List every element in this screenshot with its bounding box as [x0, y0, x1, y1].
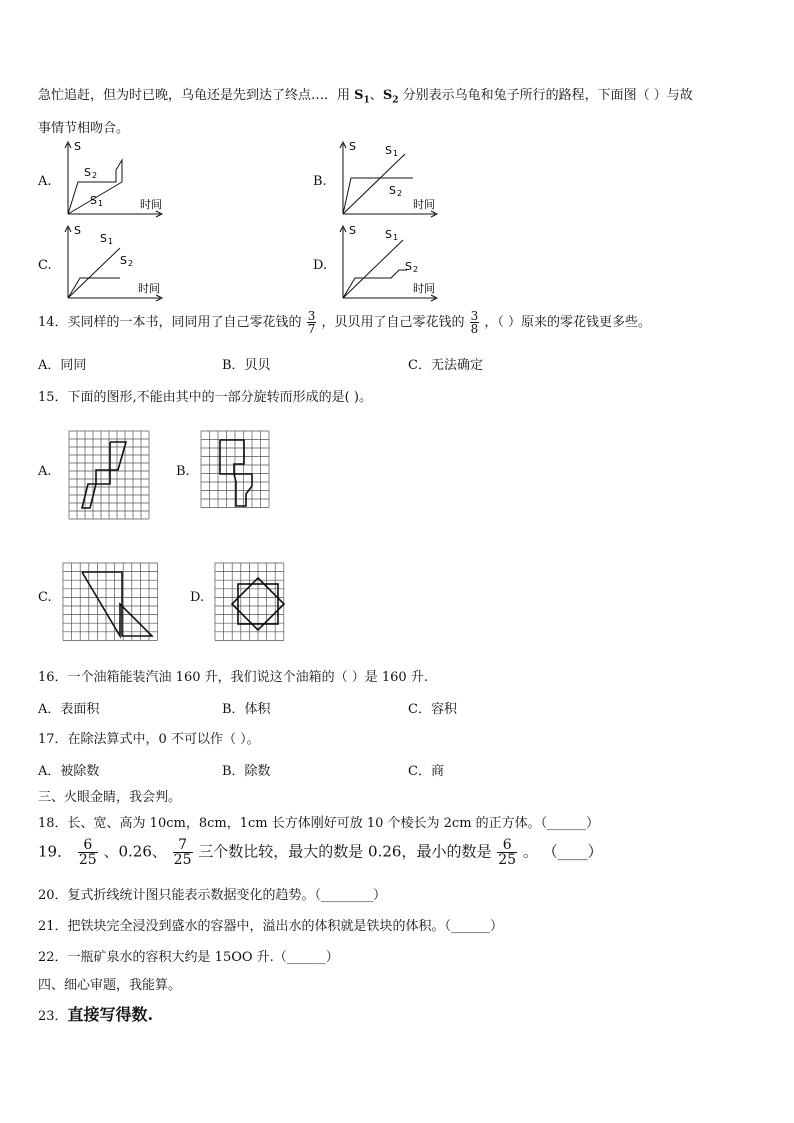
q16-option-c[interactable]: C．容积 — [408, 702, 457, 717]
axis-y-label: S — [349, 140, 356, 153]
q16-option-a[interactable]: A．表面积 — [38, 702, 100, 717]
fraction — [78, 838, 98, 867]
axis-y-label: S — [74, 224, 81, 237]
q15-option-b[interactable]: B. — [176, 464, 190, 479]
s2-label: S — [84, 166, 91, 179]
denominator: 8 — [470, 322, 479, 336]
q13-line2: 事情节相吻合。 — [38, 121, 130, 136]
graph-d — [335, 222, 445, 302]
axis-x-label: 时间 — [413, 198, 435, 211]
grid-figure-c — [62, 562, 162, 648]
numerator: 3 — [307, 309, 316, 323]
s1-sub: 1 — [363, 95, 370, 106]
s1-label: S — [385, 144, 392, 157]
denominator: 25 — [78, 852, 97, 868]
q19-stem — [38, 838, 603, 867]
s2-sub: 2 — [413, 265, 419, 274]
q22-stem: 22．一瓶矿泉水的容积大约是 15OO 升.（______） — [38, 950, 339, 965]
q13-text-pre: 急忙追赶，但为时已晚，乌龟还是先到达了终点…．用 — [38, 88, 355, 103]
axis-x-label: 时间 — [140, 198, 162, 211]
q15-option-d[interactable]: D. — [190, 590, 205, 605]
q15-option-a[interactable]: A. — [38, 464, 52, 479]
q14-option-a[interactable]: A．同同 — [38, 358, 87, 373]
q15-stem: 15．下面的图形,不能由其中的一部分旋转而形成的是( )。 — [38, 390, 372, 405]
axis-y-label: S — [349, 224, 356, 237]
q13-option-d[interactable]: D. — [313, 258, 328, 273]
s1-label: S — [100, 232, 107, 245]
q20-stem: 20．复式折线统计图只能表示数据变化的趋势。（________） — [38, 888, 387, 903]
q23-number: 23． — [38, 1009, 68, 1024]
q18-stem: 18．长、宽、高为 10cm，8cm，1cm 长方体刚好可放 10 个棱长为 2cm 的正方体。（______） — [38, 816, 600, 831]
s1-sub: 1 — [108, 237, 114, 246]
grid-figure-b — [200, 430, 270, 514]
q19-number: 19． — [38, 842, 73, 861]
section-4-heading: 四、细心审题，我能算。 — [38, 978, 182, 993]
q14-text-pre: 14．买同样的一本书，同同用了自己零花钱的 — [38, 315, 302, 330]
denominator: 7 — [307, 322, 316, 336]
q17-option-c[interactable]: C．商 — [408, 764, 444, 779]
q17-stem: 17．在除法算式中，0 不可以作（ ）。 — [38, 732, 260, 747]
s2-sub: 2 — [128, 259, 134, 268]
q15-option-c[interactable]: C. — [38, 590, 52, 605]
numerator: 7 — [178, 837, 188, 853]
section-3-heading: 三、火眼金睛，我会判。 — [38, 790, 182, 805]
q17-option-a[interactable]: A．被除数 — [38, 764, 100, 779]
s2-label: S — [389, 184, 396, 197]
numerator: 6 — [83, 837, 93, 853]
s2-symbol: S — [382, 88, 393, 103]
numerator: 3 — [470, 309, 479, 323]
numerator: 6 — [502, 837, 512, 853]
s2-sub: 2 — [397, 189, 403, 198]
grid-figure-d — [214, 562, 292, 648]
sep: 、 — [369, 88, 383, 103]
q19-text-mid1: 、0.26、 — [103, 842, 167, 861]
axis-x-label: 时间 — [138, 282, 160, 295]
q14-text-post: ，（ ）原来的零花钱更多些。 — [484, 315, 652, 330]
fraction — [497, 838, 517, 867]
q14-text-mid: ，贝贝用了自己零花钱的 — [321, 315, 465, 330]
s2-label: S — [405, 260, 412, 273]
q13-option-b[interactable]: B. — [313, 174, 327, 189]
s1-sub: 1 — [98, 199, 104, 208]
s1-label: S — [385, 228, 392, 241]
fraction — [470, 310, 480, 335]
q13-option-c[interactable]: C. — [38, 258, 52, 273]
q13-text-post: 分别表示乌龟和兔子所行的路程，下面图（ ）与故 — [398, 88, 693, 103]
graph-a — [60, 138, 170, 218]
q21-stem: 21．把铁块完全浸没到盛水的容器中，溢出水的体积就是铁块的体积。（______） — [38, 919, 504, 934]
s2-label: S — [120, 254, 127, 267]
denominator: 25 — [173, 852, 192, 868]
fraction — [307, 310, 317, 335]
grid-figure-a — [68, 430, 150, 520]
q19-text-post: 。 （____） — [522, 842, 603, 861]
q16-stem: 16．一个油箱能装汽油 160 升，我们说这个油箱的（ ）是 160 升. — [38, 670, 428, 685]
q13-option-a[interactable]: A. — [38, 174, 52, 189]
s1-sub: 1 — [393, 233, 399, 242]
s2-sub: 2 — [92, 171, 98, 180]
s2-sub: 2 — [392, 95, 399, 106]
q16-option-b[interactable]: B．体积 — [222, 702, 271, 717]
s1-label: S — [90, 194, 97, 207]
graph-b — [335, 138, 445, 218]
graph-c — [60, 222, 170, 302]
axis-y-label: S — [74, 140, 81, 153]
axis-x-label: 时间 — [413, 282, 435, 295]
fraction — [173, 838, 193, 867]
q23-stem — [38, 1002, 153, 1025]
q13-line1 — [38, 84, 693, 106]
s1-sub: 1 — [393, 149, 399, 158]
q23-text: 直接写得数. — [67, 1005, 154, 1024]
q14-stem — [38, 310, 651, 335]
q19-text-mid2: 三个数比较，最大的数是 0.26，最小的数是 — [198, 842, 492, 861]
q14-option-c[interactable]: C．无法确定 — [408, 358, 483, 373]
s1-symbol: S — [354, 88, 364, 103]
q17-option-b[interactable]: B．除数 — [222, 764, 271, 779]
q14-option-b[interactable]: B．贝贝 — [222, 358, 271, 373]
denominator: 25 — [498, 852, 517, 868]
